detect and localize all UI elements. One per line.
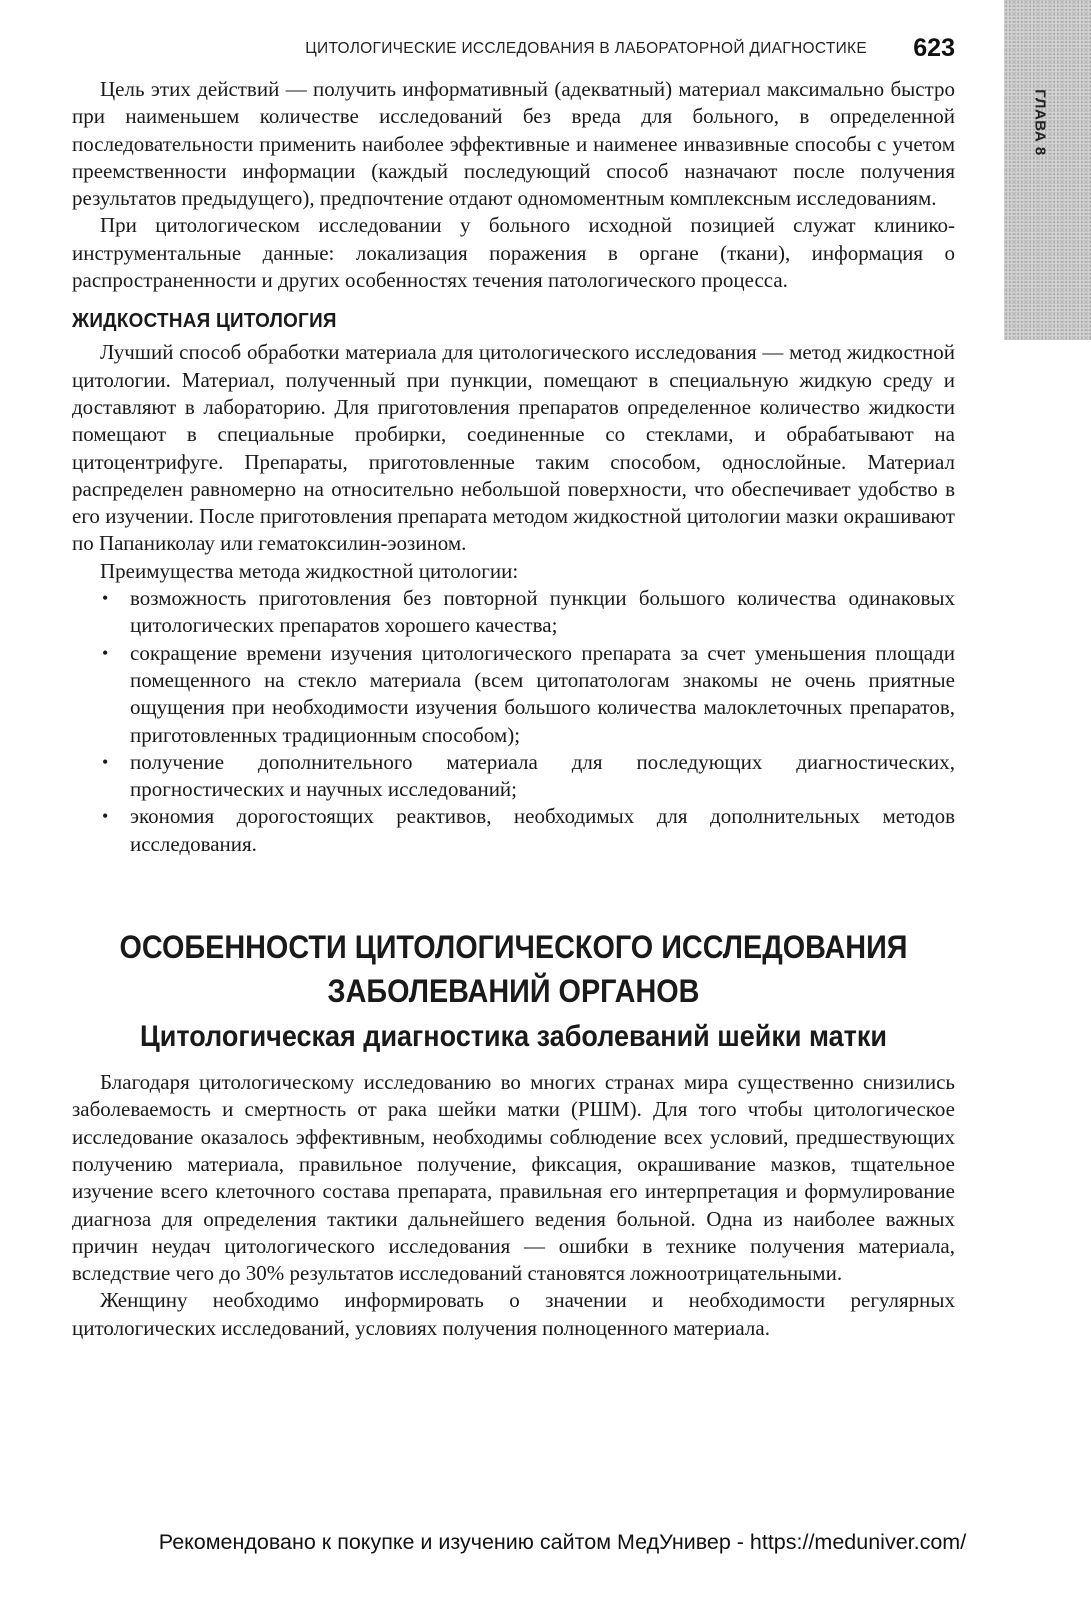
cervix-paragraph-1: Благодаря цитологическому исследованию во многих странах мира существенно снизились заболеваемость и смертность от рака шейки матки (РШМ). Для того чтобы цитологическое исследование оказалось эффективным, необходимы соблюдение всех условий, предшествующих получению материала, правильное получение, фиксация, окрашивание мазков, тщательное изучение всего клеточного состава препарата, правильная его интерпретация и формулирование диагноза для определения тактики дальнейшего ведения больной. Одна из наиболее важных причин неудач цитологического исследования — ошибки в технике получения материала, вследствие чего до 30% результатов исследований становятся ложноотрицательными. — [72, 1070, 955, 1286]
list-item-text: экономия дорогостоящих реактивов, необходимых для дополнительных методов исследования. — [130, 804, 955, 856]
bullet-icon: • — [102, 806, 109, 827]
intro-paragraph-2: При цитологическом исследовании у больного исходной позицией служат клинико-инструментальные данные: локализация поражения в органе (ткани), информация о распространенности и других особенностях течения патологического процесса. — [72, 213, 955, 293]
liquid-cytology-paragraph: Лучший способ обработки материала для цитологического исследования — метод жидкостной цитологии. Материал, полученный при пункции, помещают в специальную жидкую среду и доставляют в лабораторию. Для приготовления препаратов определенное количество жидкости помещают в специальные пробирки, соединенные со стеклами, и обрабатывают на цитоцентрифуге. Препараты, приготовленные таким способом, однослойные. Материал распределен равномерно на относительно небольшой поверхности, что обеспечивает удобство в его изучении. После приготовления препарата методом жидкостной цитологии мазки окрашивают по Папаниколау или гематоксилин-эозином. — [72, 340, 955, 556]
liquid-cytology-heading: ЖИДКОСТНАЯ ЦИТОЛОГИЯ — [72, 309, 337, 333]
page-body — [72, 76, 955, 1342]
chapter-tab-label — [1010, 82, 1070, 162]
chapter-thumb-tab — [1004, 0, 1091, 340]
advantages-intro: Преимущества метода жидкостной цитологии: — [100, 558, 519, 583]
bullet-icon: • — [102, 642, 109, 663]
intro-paragraph-1: Цель этих действий — получить информативный (адекватный) материал максимально быстро при наименьшем количестве исследований без вреда для больного, в определенной последовательности применить наиболее эффективные и наименее инвазивные способы с учетом преемственности информации (каждый последующий способ назначают после получения результатов предыдущего), предпочтение отдают одномоментным комплексным исследованиям. — [72, 77, 955, 211]
section-heading — [116, 925, 911, 1013]
list-item — [72, 749, 955, 804]
bullet-icon: • — [102, 588, 109, 609]
advantages-list — [72, 585, 955, 858]
list-item-text: получение дополнительного материала для последующих диагностических, прогностических и научных исследований; — [130, 749, 955, 802]
section-heading-line-1: ОСОБЕННОСТИ ЦИТОЛОГИЧЕСКОГО ИССЛЕДОВАНИЯ — [119, 929, 908, 966]
list-item-text: возможность приготовления без повторной пункции большого количества одинаковых цитологических препаратов хорошего качества; — [130, 586, 955, 638]
section-heading-line-2: ЗАБОЛЕВАНИЙ ОРГАНОВ — [327, 973, 700, 1010]
subsection-heading: Цитологическая диагностика заболеваний шейки матки — [140, 1020, 887, 1054]
chapter-tab-text: ГЛАВА 8 — [1031, 88, 1049, 156]
cervix-paragraph-2: Женщину необходимо информировать о значении и необходимости регулярных цитологических исследований, условиях получения полноценного материала. — [72, 1288, 955, 1340]
footer-recommendation: Рекомендовано к покупке и изучению сайтом МедУнивер - https://meduniver.com/ — [158, 1530, 967, 1554]
running-header — [72, 36, 955, 66]
bullet-icon: • — [102, 751, 109, 772]
page-number: 623 — [913, 34, 955, 62]
list-item — [72, 585, 955, 640]
list-item-text: сокращение времени изучения цитологического препарата за счет уменьшения площади помещенного на стекло материала (всем цитопатологам знакомы не очень приятные ощущения при необходимости изучения большого количества малоклеточных препаратов, приготовленных традиционным способом); — [130, 640, 955, 747]
running-title: ЦИТОЛОГИЧЕСКИЕ ИССЛЕДОВАНИЯ В ЛАБОРАТОРНОЙ ДИАГНОСТИКЕ — [305, 40, 867, 57]
list-item — [72, 803, 955, 858]
list-item — [72, 640, 955, 749]
